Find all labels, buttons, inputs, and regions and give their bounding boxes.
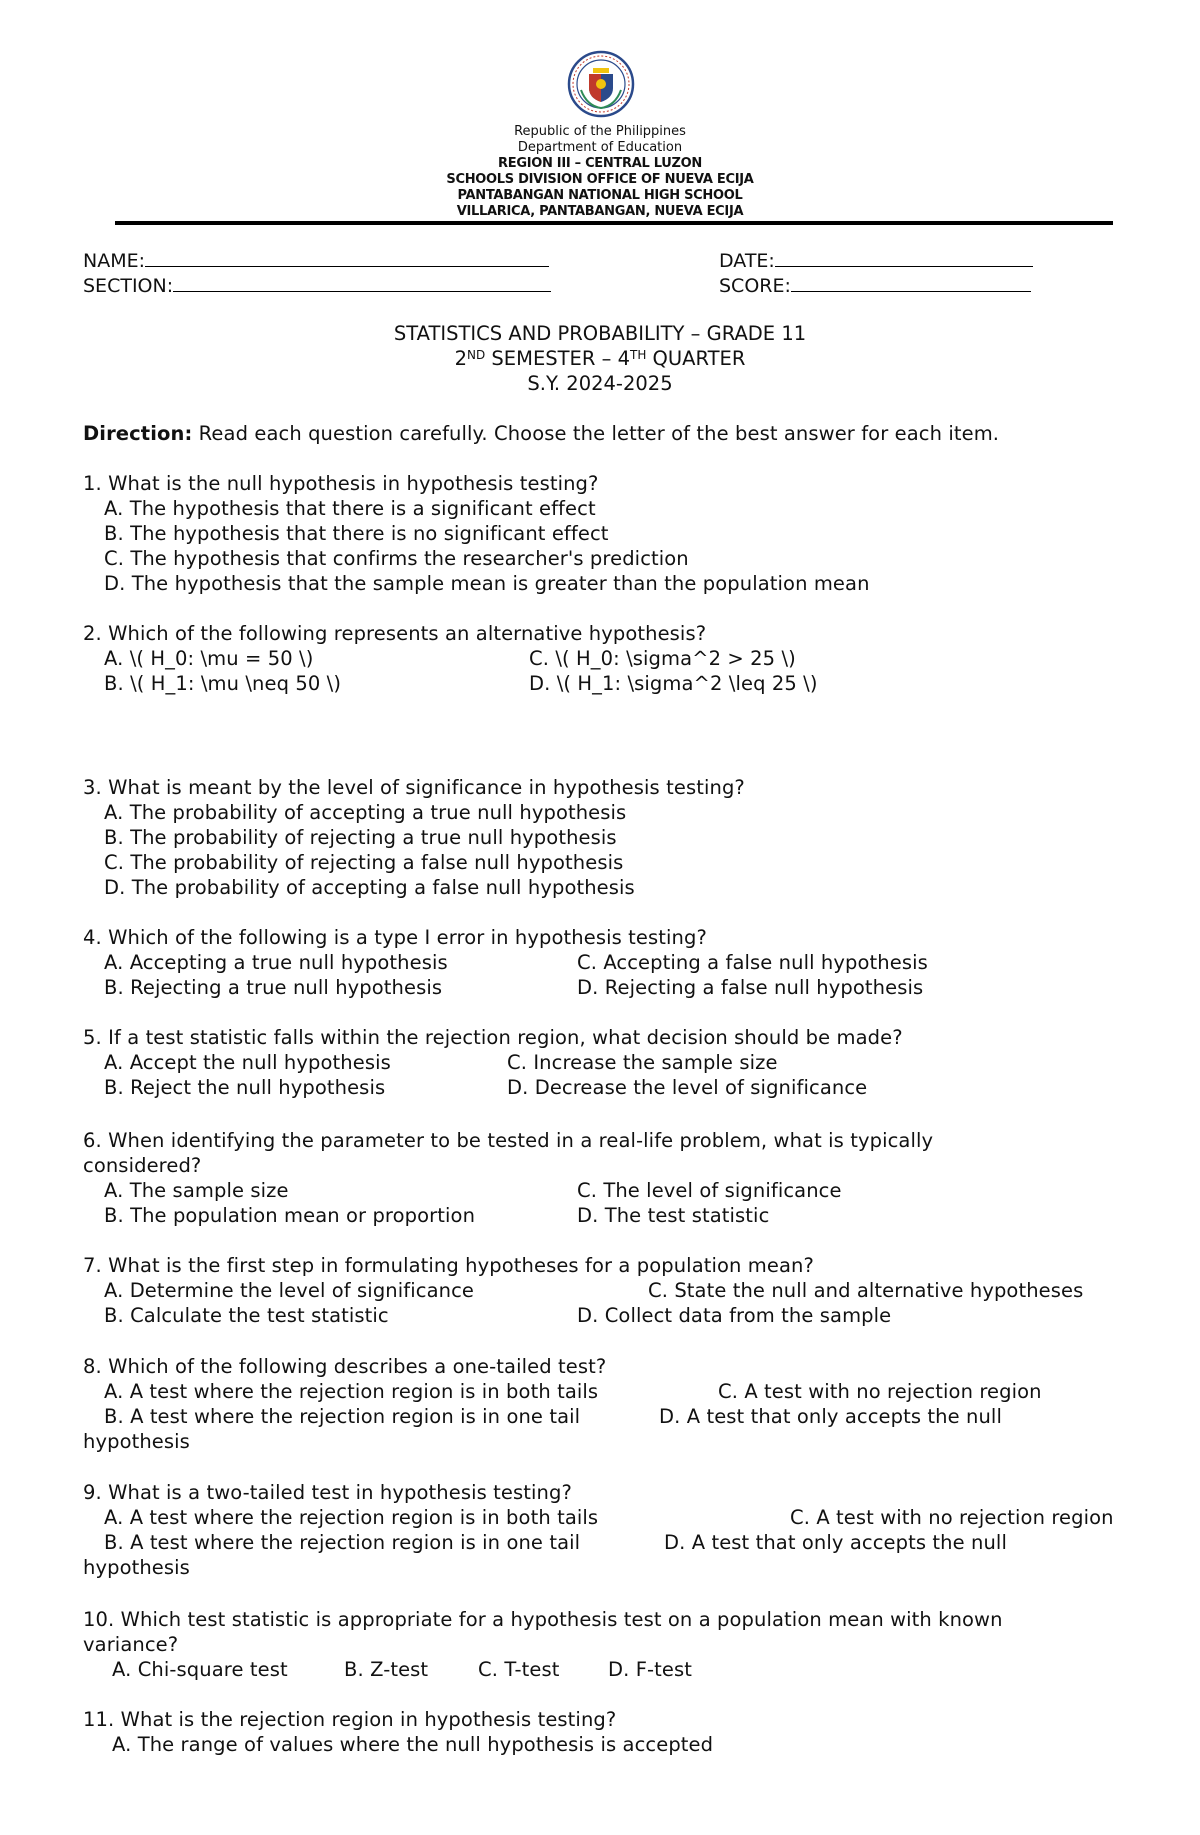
header-school: PANTABANGAN NATIONAL HIGH SCHOOL bbox=[457, 188, 743, 203]
q1-option-b[interactable]: B. The hypothesis that there is no significant effect bbox=[104, 522, 609, 545]
q4-option-b[interactable]: B. Rejecting a true null hypothesis bbox=[104, 976, 443, 999]
q3-option-b[interactable]: B. The probability of rejecting a true null hypothesis bbox=[104, 826, 617, 849]
q6-option-a[interactable]: A. The sample size bbox=[104, 1179, 289, 1202]
semester-text: SEMESTER – 4 bbox=[485, 347, 630, 370]
header-divider bbox=[115, 221, 1113, 225]
q5-option-c[interactable]: C. Increase the sample size bbox=[507, 1051, 778, 1074]
q4-option-a[interactable]: A. Accepting a true null hypothesis bbox=[104, 951, 448, 974]
q10-option-d[interactable]: D. F-test bbox=[608, 1658, 693, 1681]
date-field[interactable] bbox=[719, 246, 1033, 273]
q2-option-c[interactable]: C. \( H_0: \sigma^2 > 25 \) bbox=[529, 647, 796, 670]
q2-option-b[interactable]: B. \( H_1: \mu \neq 50 \) bbox=[104, 672, 342, 695]
question-6-continued: considered? bbox=[83, 1154, 202, 1177]
q10-option-c[interactable]: C. T-test bbox=[478, 1658, 560, 1681]
q10-option-b[interactable]: B. Z-test bbox=[344, 1658, 429, 1681]
q7-option-b[interactable]: B. Calculate the test statistic bbox=[104, 1304, 389, 1327]
q6-option-d[interactable]: D. The test statistic bbox=[577, 1204, 770, 1227]
q1-option-c[interactable]: C. The hypothesis that confirms the researcher's prediction bbox=[104, 547, 689, 570]
q9-option-d[interactable]: D. A test that only accepts the null bbox=[664, 1531, 1007, 1554]
q9-option-a[interactable]: A. A test where the rejection region is in both tails bbox=[104, 1506, 599, 1529]
question-5: 5. If a test statistic falls within the rejection region, what decision should be made? bbox=[83, 1026, 903, 1049]
question-10: 10. Which test statistic is appropriate for a hypothesis test on a population mean with known bbox=[83, 1608, 1003, 1631]
question-10-continued: variance? bbox=[83, 1633, 179, 1656]
semester-quarter bbox=[0, 346, 1200, 371]
q8-option-d-continued[interactable]: hypothesis bbox=[83, 1430, 190, 1453]
section-line bbox=[173, 271, 551, 292]
q1-option-d[interactable]: D. The hypothesis that the sample mean is greater than the population mean bbox=[104, 572, 870, 595]
q3-option-a[interactable]: A. The probability of accepting a true null hypothesis bbox=[104, 801, 627, 824]
school-year: S.Y. 2024-2025 bbox=[527, 372, 673, 395]
question-2: 2. Which of the following represents an alternative hypothesis? bbox=[83, 622, 707, 645]
q8-option-b[interactable]: B. A test where the rejection region is in one tail bbox=[104, 1405, 581, 1428]
q3-option-c[interactable]: C. The probability of rejecting a false null hypothesis bbox=[104, 851, 624, 874]
quarter-text: QUARTER bbox=[646, 347, 746, 370]
question-9: 9. What is a two-tailed test in hypothesis testing? bbox=[83, 1481, 572, 1504]
q8-option-d[interactable]: D. A test that only accepts the null bbox=[659, 1405, 1002, 1428]
q7-option-d[interactable]: D. Collect data from the sample bbox=[577, 1304, 892, 1327]
deped-seal-logo bbox=[567, 50, 635, 118]
q2-option-d[interactable]: D. \( H_1: \sigma^2 \leq 25 \) bbox=[529, 672, 818, 695]
q7-option-c[interactable]: C. State the null and alternative hypotheses bbox=[648, 1279, 1084, 1302]
q4-option-d[interactable]: D. Rejecting a false null hypothesis bbox=[577, 976, 924, 999]
score-field[interactable] bbox=[719, 271, 1031, 298]
quarter-suffix: TH bbox=[629, 348, 647, 362]
q8-option-a[interactable]: A. A test where the rejection region is in both tails bbox=[104, 1380, 599, 1403]
header-division: SCHOOLS DIVISION OFFICE OF NUEVA ECIJA bbox=[446, 172, 754, 187]
q6-option-b[interactable]: B. The population mean or proportion bbox=[104, 1204, 476, 1227]
header-department: Department of Education bbox=[517, 140, 683, 155]
q1-option-a[interactable]: A. The hypothesis that there is a significant effect bbox=[104, 497, 596, 520]
question-8: 8. Which of the following describes a one-tailed test? bbox=[83, 1355, 607, 1378]
header-country: Republic of the Philippines bbox=[514, 124, 686, 139]
q2-option-a[interactable]: A. \( H_0: \mu = 50 \) bbox=[104, 647, 314, 670]
q9-option-b[interactable]: B. A test where the rejection region is in one tail bbox=[104, 1531, 581, 1554]
q11-option-a[interactable]: A. The range of values where the null hypothesis is accepted bbox=[112, 1733, 714, 1756]
direction bbox=[83, 421, 999, 446]
q10-option-a[interactable]: A. Chi-square test bbox=[112, 1658, 288, 1681]
header-address: VILLARICA, PANTABANGAN, NUEVA ECIJA bbox=[456, 204, 744, 219]
q9-option-d-continued[interactable]: hypothesis bbox=[83, 1556, 190, 1579]
section-field[interactable] bbox=[83, 271, 551, 298]
q8-option-c[interactable]: C. A test with no rejection region bbox=[718, 1380, 1042, 1403]
q9-option-c[interactable]: C. A test with no rejection region bbox=[790, 1506, 1114, 1529]
q5-option-b[interactable]: B. Reject the null hypothesis bbox=[104, 1076, 386, 1099]
q5-option-a[interactable]: A. Accept the null hypothesis bbox=[104, 1051, 391, 1074]
q5-option-d[interactable]: D. Decrease the level of significance bbox=[507, 1076, 868, 1099]
q7-option-a[interactable]: A. Determine the level of significance bbox=[104, 1279, 475, 1302]
semester-suffix: ND bbox=[467, 348, 486, 362]
name-line bbox=[145, 246, 549, 267]
score-line bbox=[791, 271, 1031, 292]
question-1: 1. What is the null hypothesis in hypothesis testing? bbox=[83, 472, 599, 495]
section-label: SECTION: bbox=[83, 275, 174, 297]
date-line bbox=[775, 246, 1033, 267]
question-3: 3. What is meant by the level of significance in hypothesis testing? bbox=[83, 776, 745, 799]
question-6: 6. When identifying the parameter to be tested in a real-life problem, what is typically bbox=[83, 1129, 934, 1152]
question-7: 7. What is the first step in formulating hypotheses for a population mean? bbox=[83, 1254, 814, 1277]
question-4: 4. Which of the following is a type I error in hypothesis testing? bbox=[83, 926, 707, 949]
direction-text: Read each question carefully. Choose the letter of the best answer for each item. bbox=[192, 422, 1000, 445]
name-label: NAME: bbox=[83, 250, 146, 272]
header-region: REGION III – CENTRAL LUZON bbox=[498, 156, 702, 171]
name-field[interactable] bbox=[83, 246, 549, 273]
q4-option-c[interactable]: C. Accepting a false null hypothesis bbox=[577, 951, 928, 974]
q3-option-d[interactable]: D. The probability of accepting a false null hypothesis bbox=[104, 876, 635, 899]
q6-option-c[interactable]: C. The level of significance bbox=[577, 1179, 842, 1202]
direction-label: Direction: bbox=[83, 422, 193, 445]
date-label: DATE: bbox=[719, 250, 775, 272]
semester-number: 2 bbox=[454, 347, 467, 370]
exam-title: STATISTICS AND PROBABILITY – GRADE 11 bbox=[393, 322, 807, 345]
question-11: 11. What is the rejection region in hypothesis testing? bbox=[83, 1708, 617, 1731]
score-label: SCORE: bbox=[719, 275, 791, 297]
